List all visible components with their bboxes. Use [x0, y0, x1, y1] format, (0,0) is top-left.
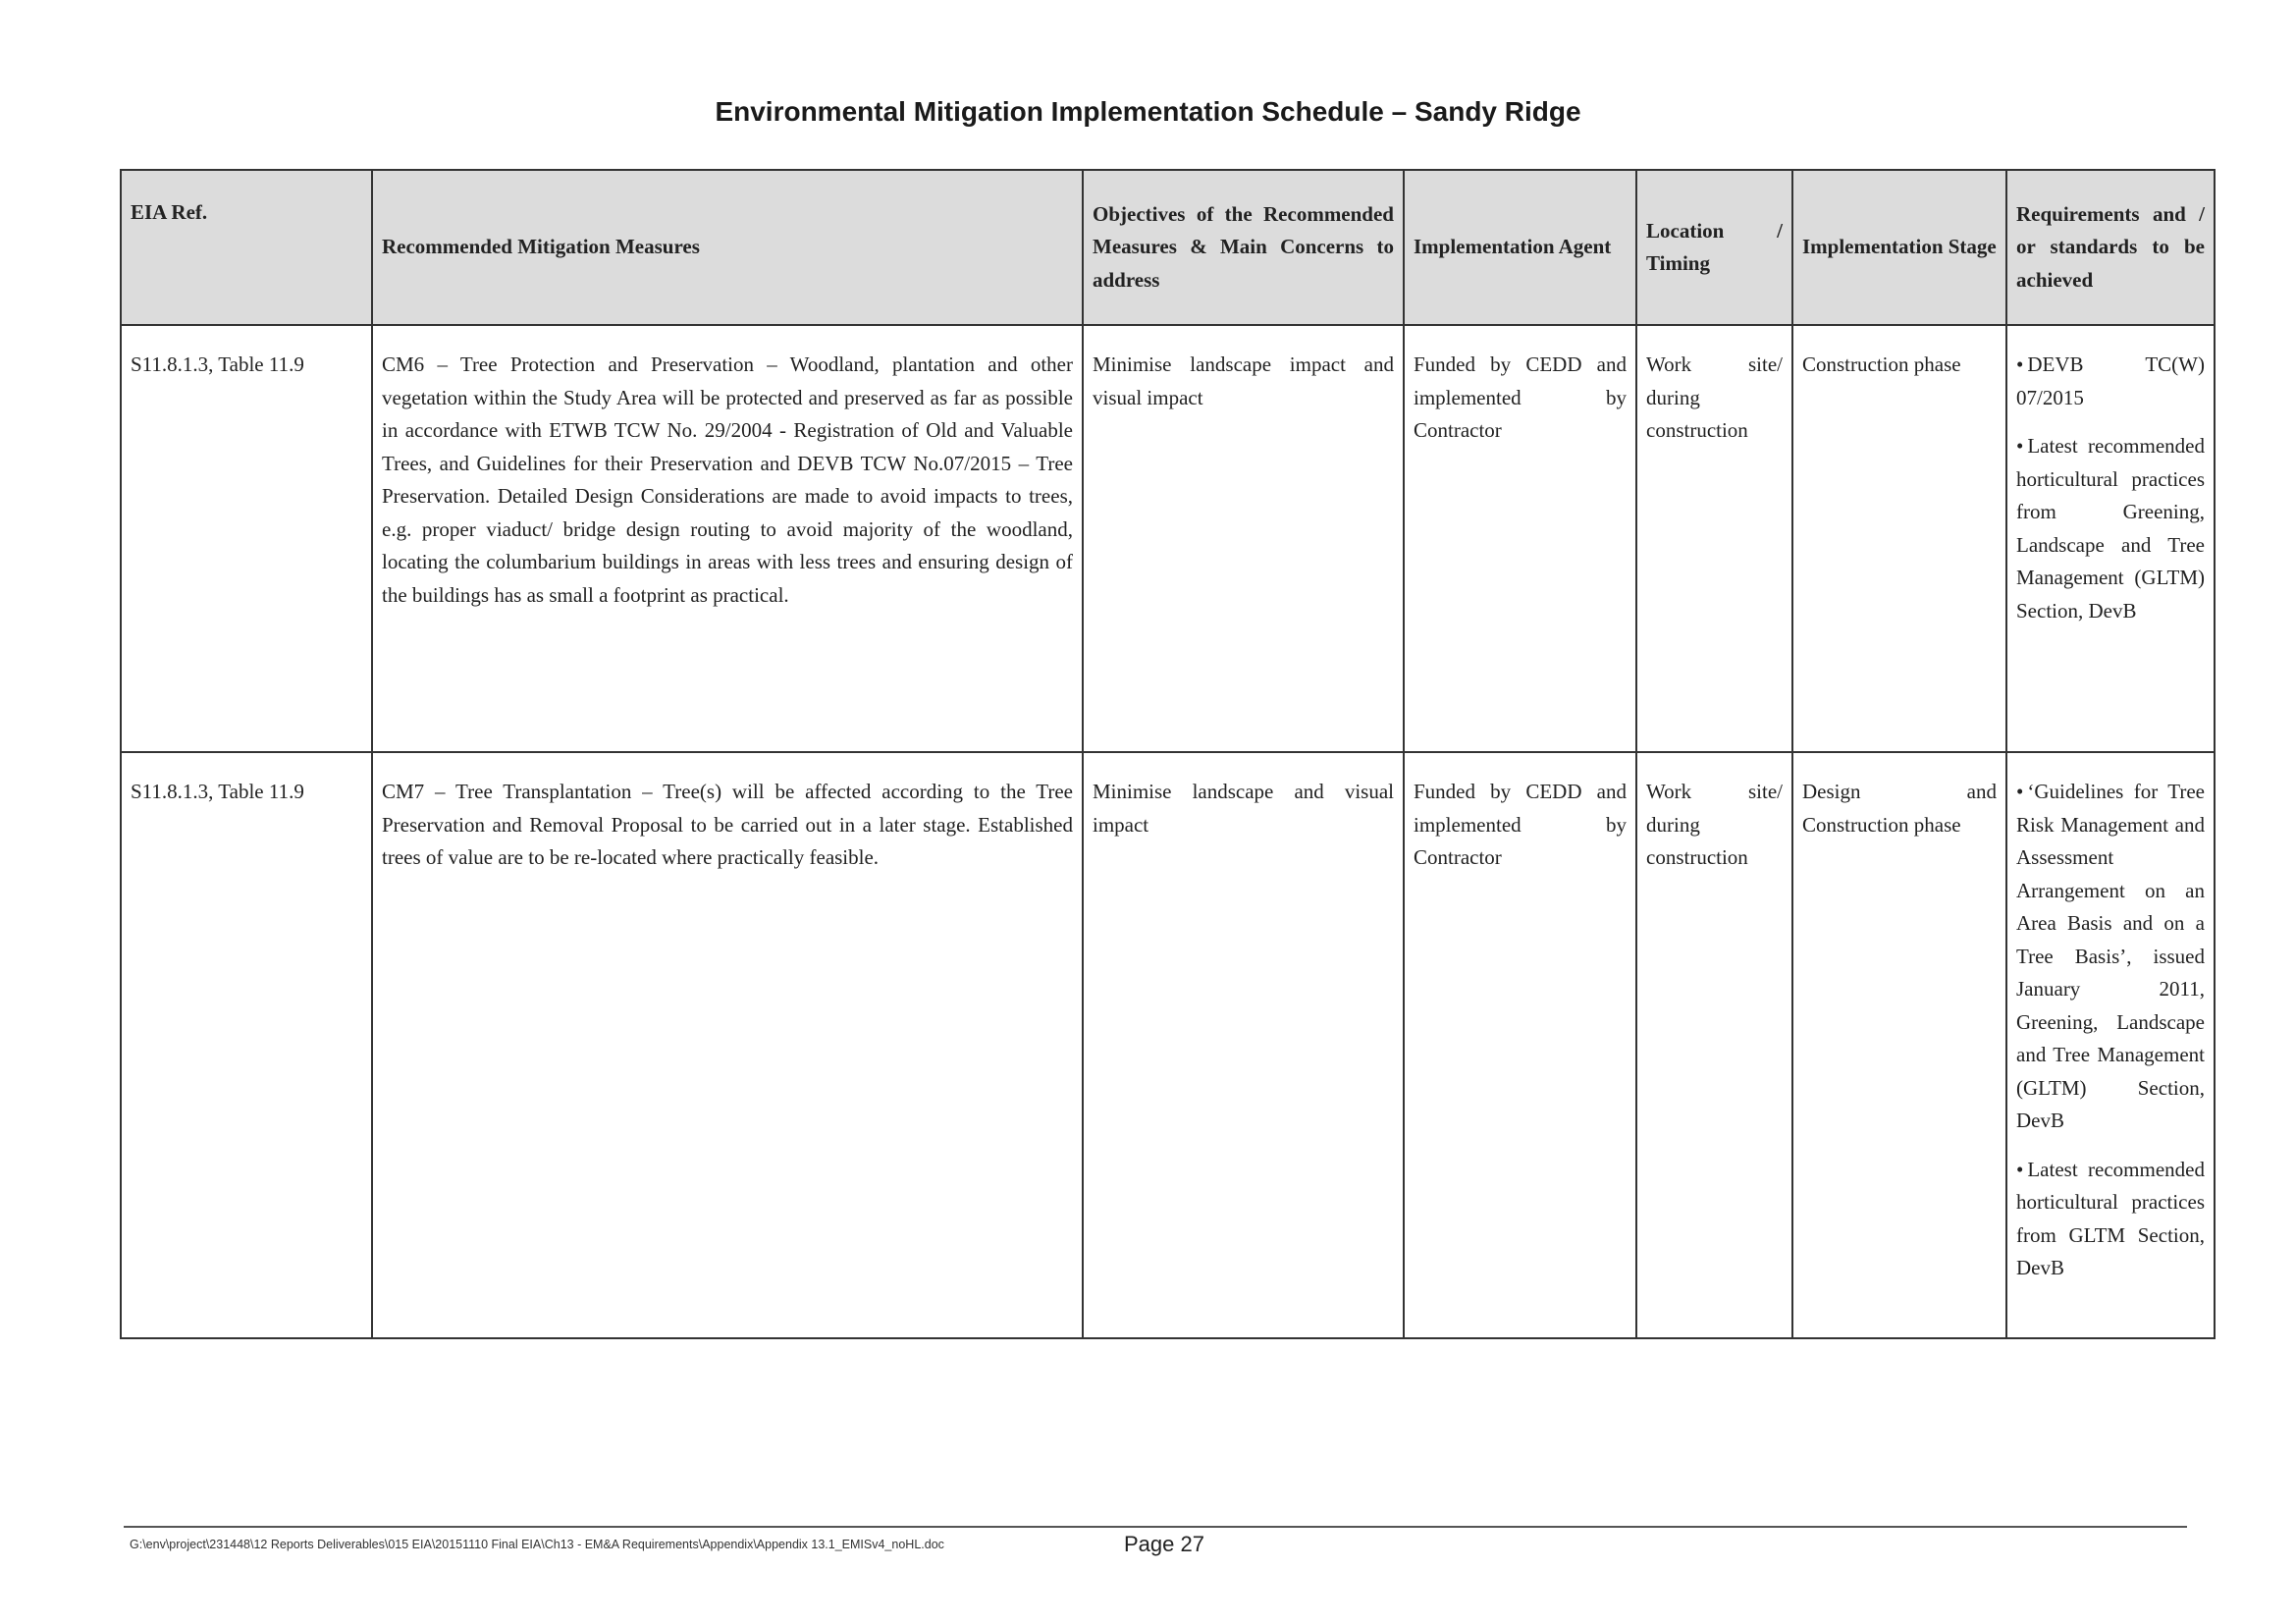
- cell-location-timing: Work site/ during construction: [1636, 752, 1792, 1338]
- list-item: [2016, 776, 2205, 1138]
- cell-implementation-agent: Funded by CEDD and implemented by Contractor: [1404, 752, 1636, 1338]
- table-header-row: [121, 170, 2215, 325]
- bullet-icon: •: [2016, 780, 2024, 803]
- table-row: [121, 752, 2215, 1338]
- bullet-icon: •: [2016, 434, 2024, 458]
- cell-mitigation-measures: CM7 – Tree Transplantation – Tree(s) will be affected according to the Tree Preservation and Removal Proposal to be carried out in a later stage. Established trees of value are to be re-located where practically feasible.: [372, 752, 1083, 1338]
- requirement-text: ‘Guidelines for Tree Risk Management and Assessment Arrangement on an Area Basis and on a Tree Basis’, issued January 2011, Greening, Landscape and Tree Management (GLTM) Section, DevB: [2016, 780, 2205, 1132]
- list-item: [2016, 1154, 2205, 1285]
- bullet-icon: •: [2016, 1157, 2024, 1181]
- requirements-list: [2016, 349, 2205, 627]
- page-number: Page 27: [1124, 1532, 1204, 1556]
- cell-eia-ref: S11.8.1.3, Table 11.9: [121, 752, 372, 1338]
- header-location-timing: Location / Timing: [1636, 170, 1792, 325]
- header-eia-ref: EIA Ref.: [121, 170, 372, 325]
- requirements-list: [2016, 776, 2205, 1285]
- requirement-text: Latest recommended horticultural practices from GLTM Section, DevB: [2016, 1157, 2205, 1279]
- footer-file-path: G:\env\project\231448\12 Reports Deliverables\015 EIA\20151110 Final EIA\Ch13 - EM&A Requirements\Appendix\Appendix 13.1_EMISv4_noHL.doc: [130, 1538, 944, 1551]
- header-mitigation-measures: Recommended Mitigation Measures: [372, 170, 1083, 325]
- header-requirements: Requirements and / or standards to be achieved: [2006, 170, 2215, 325]
- header-objectives: Objectives of the Recommended Measures & Main Concerns to address: [1083, 170, 1404, 325]
- requirement-text: DEVB TC(W) 07/2015: [2016, 352, 2205, 409]
- header-implementation-agent: Implementation Agent: [1404, 170, 1636, 325]
- cell-objectives: Minimise landscape impact and visual impact: [1083, 325, 1404, 752]
- table-row: [121, 325, 2215, 752]
- cell-mitigation-measures: CM6 – Tree Protection and Preservation – Woodland, plantation and other vegetation within the Study Area will be protected and preserved as far as possible in accordance with ETWB TCW No. 29/2004 - Registration of Old and Valuable Trees, and Guidelines for their Preservation and DEVB TCW No.07/2015 – Tree Preservation. Detailed Design Considerations are made to avoid impacts to trees, e.g. proper viaduct/ bridge design routing to avoid majority of the woodland, locating the columbarium buildings in areas with less trees and ensuring design of the buildings has as small a footprint as practical.: [372, 325, 1083, 752]
- cell-eia-ref: S11.8.1.3, Table 11.9: [121, 325, 372, 752]
- header-implementation-stage: Implementation Stage: [1792, 170, 2006, 325]
- requirement-text: Latest recommended horticultural practices from Greening, Landscape and Tree Management (GLTM) Section, DevB: [2016, 434, 2205, 623]
- document-title: Environmental Mitigation Implementation Schedule – Sandy Ridge: [715, 96, 1581, 127]
- cell-implementation-agent: Funded by CEDD and implemented by Contractor: [1404, 325, 1636, 752]
- cell-implementation-stage: Construction phase: [1792, 325, 2006, 752]
- footer-divider: [124, 1526, 2187, 1528]
- bullet-icon: •: [2016, 352, 2024, 376]
- list-item: [2016, 430, 2205, 627]
- cell-location-timing: Work site/ during construction: [1636, 325, 1792, 752]
- cell-objectives: Minimise landscape and visual impact: [1083, 752, 1404, 1338]
- cell-requirements: [2006, 325, 2215, 752]
- cell-implementation-stage: Design and Construction phase: [1792, 752, 2006, 1338]
- cell-requirements: [2006, 752, 2215, 1338]
- list-item: [2016, 349, 2205, 414]
- mitigation-schedule-table: [120, 169, 2216, 1339]
